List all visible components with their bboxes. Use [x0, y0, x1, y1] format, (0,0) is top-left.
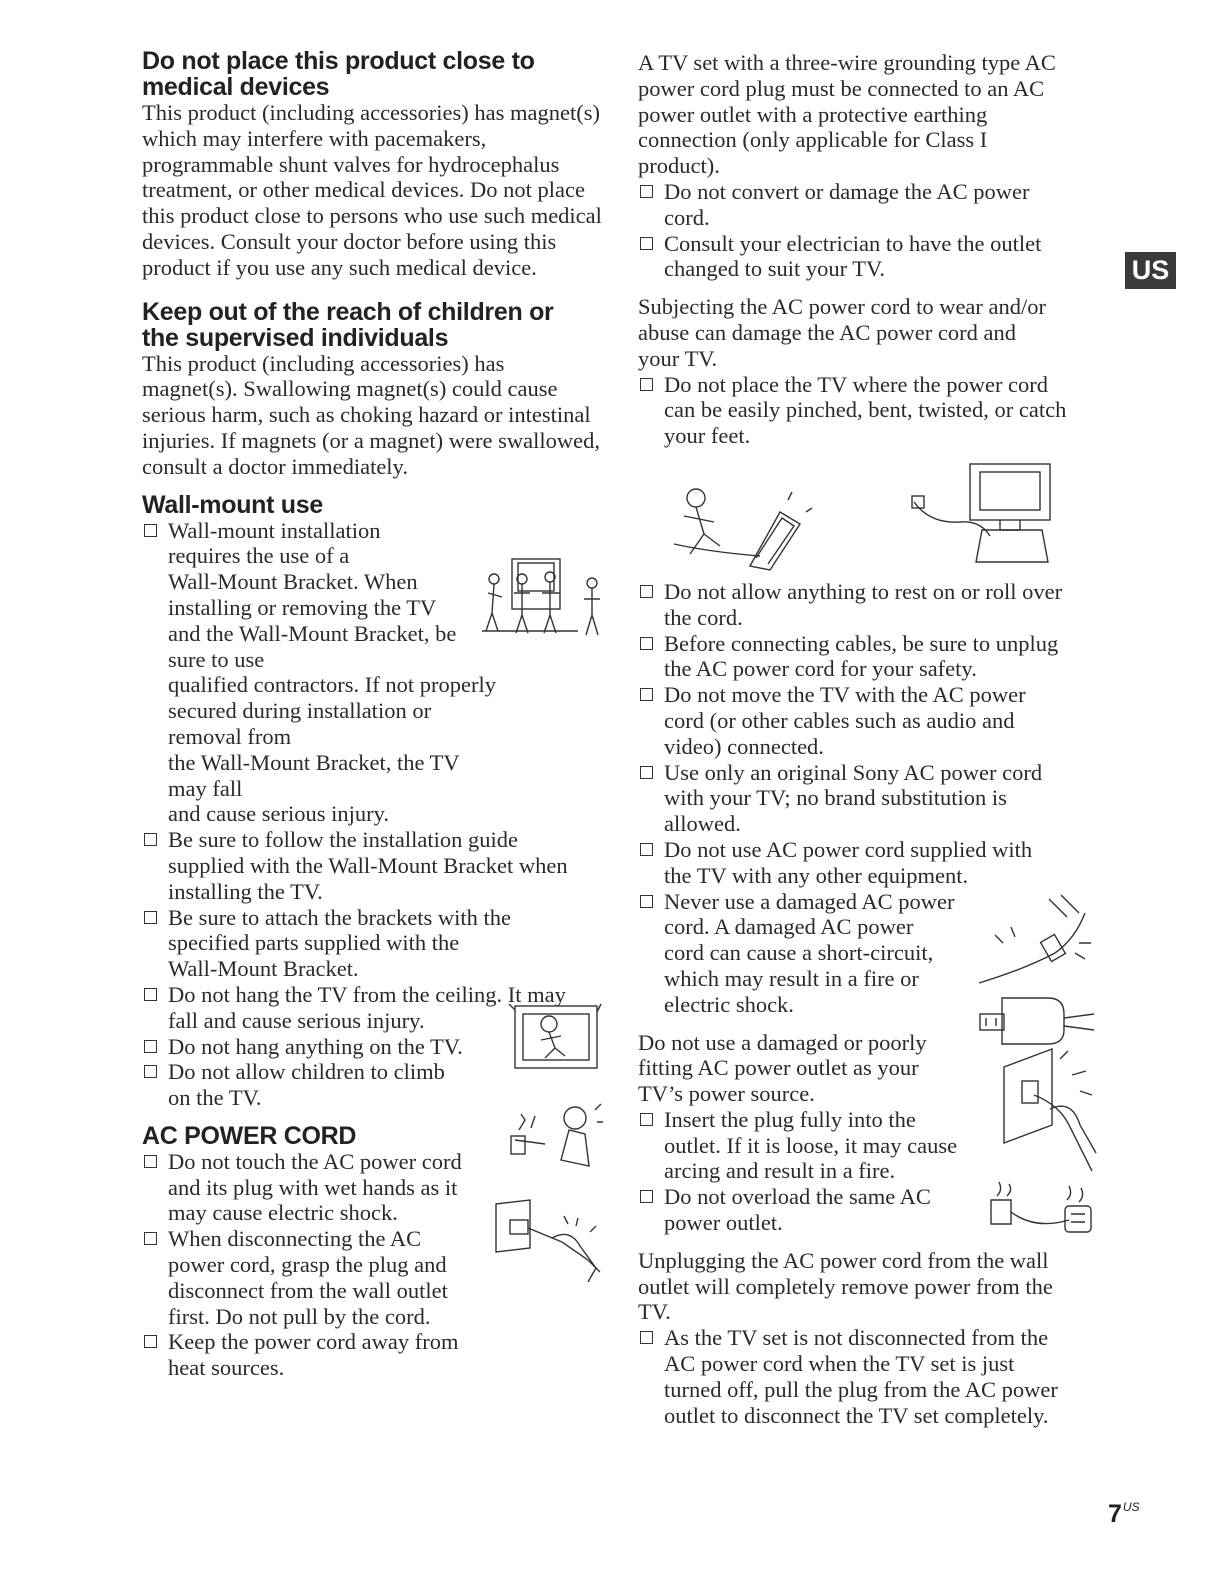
text-line: TV. — [638, 1299, 671, 1325]
text-line: installing or removing the TV — [168, 594, 437, 620]
list-item — [638, 760, 1100, 837]
wall-mount-icon — [478, 553, 604, 639]
text-line: cord. A damaged AC power — [664, 914, 914, 940]
text-line: turned off, pull the plug from the AC power — [664, 1376, 1058, 1402]
text-line: Keep the power cord away from — [168, 1329, 459, 1355]
text-line: and cause serious injury. — [168, 801, 389, 827]
overloaded-outlet-icon — [985, 1180, 1097, 1240]
text-line: and its plug with wet hands as it — [168, 1174, 458, 1200]
text-line: Be sure to follow the installation guide — [168, 827, 518, 853]
text-line: arcing and result in a fire. — [664, 1158, 896, 1184]
list-item — [638, 579, 1100, 631]
checkbox-bullet-icon — [144, 988, 157, 1001]
checkbox-bullet-icon — [144, 1155, 157, 1168]
text-line: may cause electric shock. — [168, 1200, 398, 1226]
text-line: Before connecting cables, be sure to unplug — [664, 630, 1059, 656]
text-line: Never use a damaged AC power — [664, 888, 955, 914]
text-line: outlet. If it is loose, it may cause — [664, 1132, 958, 1158]
checkbox-bullet-icon — [144, 1335, 157, 1348]
section-title-medical: Do not place this product close to medical devices — [142, 47, 535, 101]
text-line: cord can cause a short-circuit, — [664, 940, 934, 966]
text-line: connection (only applicable for Class I — [638, 127, 988, 153]
text-line: Consult your electrician to have the outlet — [664, 230, 1042, 256]
list-item — [638, 682, 1100, 759]
text-line: the TV with any other equipment. — [664, 862, 969, 888]
checkbox-bullet-icon — [640, 766, 653, 779]
wear-list — [638, 372, 1100, 449]
checkbox-bullet-icon — [640, 1113, 653, 1126]
grounding-paragraph — [638, 50, 1100, 179]
text-line: changed to suit your TV. — [664, 256, 886, 282]
checkbox-bullet-icon — [640, 585, 653, 598]
list-item — [638, 1325, 1100, 1428]
list-item — [142, 518, 498, 828]
text-line: Do not convert or damage the AC power — [664, 178, 1030, 204]
checkbox-bullet-icon — [144, 524, 157, 537]
child-climbing-tv-icon — [505, 996, 605, 1076]
section-title-children: Keep out of the reach of children or the supervised individuals — [142, 297, 554, 352]
text-line: Do not use AC power cord supplied with — [664, 836, 1033, 862]
text-line: specified parts supplied with the — [168, 930, 460, 956]
loose-outlet-icon — [1000, 1045, 1100, 1175]
text-line: outlet will completely remove power from the — [638, 1273, 1053, 1299]
text-line: TV’s power source. — [638, 1081, 815, 1107]
plug-icon — [978, 990, 1096, 1052]
text-line: qualified contractors. If not properly — [168, 672, 497, 698]
text-line: the AC power cord for your safety. — [664, 656, 977, 682]
text-line: electric shock. — [664, 991, 794, 1017]
list-item — [142, 905, 604, 982]
text-line: secured during installation or removal from — [168, 698, 432, 749]
checkbox-bullet-icon — [144, 911, 157, 924]
checkbox-bullet-icon — [640, 1331, 653, 1344]
text-line: cord (or other cables such as audio and — [664, 707, 1015, 733]
text-line: on the TV. — [168, 1085, 262, 1111]
text-line: power cord, grasp the plug and — [168, 1252, 447, 1278]
unplugging-list — [638, 1325, 1100, 1428]
section-title-ac-power-cord: AC POWER CORD — [142, 1121, 357, 1150]
text-line: Wall-Mount Bracket. When — [168, 569, 418, 595]
text-line: outlet to disconnect the TV set completely. — [664, 1402, 1049, 1428]
text-line: requires the use of a — [168, 543, 350, 569]
text-line: Do not allow anything to rest on or roll over — [664, 578, 1063, 604]
checkbox-bullet-icon — [640, 637, 653, 650]
checkbox-bullet-icon — [640, 237, 653, 250]
list-item — [638, 179, 1100, 231]
text-line: allowed. — [664, 811, 741, 837]
checkbox-bullet-icon — [640, 378, 653, 391]
text-line: which may result in a fire or — [664, 965, 919, 991]
text-line: first. Do not pull by the cord. — [168, 1303, 431, 1329]
text-line: Do not hang anything on the TV. — [168, 1033, 463, 1059]
text-line: cord. — [664, 204, 710, 230]
text-line: As the TV set is not disconnected from the — [664, 1325, 1049, 1351]
list-item — [638, 231, 1100, 283]
text-line: power outlet. — [664, 1210, 783, 1236]
left-column — [142, 48, 604, 1381]
text-line: Insert the plug fully into the — [664, 1106, 916, 1132]
person-tripping-cord-icon — [670, 472, 815, 572]
list-item — [638, 372, 1100, 449]
text-line: Do not overload the same AC — [664, 1184, 931, 1210]
text-line: Do not place the TV where the power cord — [664, 371, 1049, 397]
wear-paragraph — [638, 294, 1100, 371]
list-item — [638, 837, 1100, 889]
section-title-wall-mount: Wall-mount use — [142, 490, 323, 519]
text-line: with your TV; no brand substitution is — [664, 785, 1007, 811]
text-line: power cord plug must be connected to an AC — [638, 75, 1045, 101]
text-line: the Wall-Mount Bracket, the TV may fall — [168, 749, 460, 801]
text-line: video) connected. — [664, 733, 824, 759]
text-line: product). — [638, 153, 720, 179]
text-line: your feet. — [664, 423, 751, 449]
checkbox-bullet-icon — [640, 895, 653, 908]
grounding-list — [638, 179, 1100, 282]
checkbox-bullet-icon — [640, 688, 653, 701]
pull-plug-icon — [492, 1198, 604, 1290]
text-line: Do not use a damaged or poorly — [638, 1029, 927, 1055]
text-line: Subjecting the AC power cord to wear and/or — [638, 294, 1047, 320]
list-item — [142, 1329, 604, 1381]
text-line: power outlet with a protective earthing — [638, 101, 988, 127]
text-line: Be sure to attach the brackets with the — [168, 904, 512, 930]
text-line: and the Wall-Mount Bracket, be sure to use — [168, 620, 457, 672]
text-line: disconnect from the wall outlet — [168, 1277, 448, 1303]
checkbox-bullet-icon — [144, 1040, 157, 1053]
text-line: fitting AC power outlet as your — [638, 1055, 919, 1081]
checkbox-bullet-icon — [144, 833, 157, 846]
damaged-cord-icon — [975, 893, 1097, 991]
text-line: fall and cause serious injury. — [168, 1007, 425, 1033]
text-line: Do not allow children to climb — [168, 1059, 445, 1085]
text-line: Use only an original Sony AC power cord — [664, 759, 1043, 785]
checkbox-bullet-icon — [640, 1190, 653, 1203]
section-body-children: This product (including accessories) has magnet(s). Swallowing magnet(s) could cause serious harm, such as choking hazard or intestinal injuries. If magnets (or a magnet) were swallowed, consult a doctor immediately. — [142, 350, 600, 479]
text-line: Wall-mount installation — [168, 517, 381, 543]
wet-hands-plug-icon — [505, 1100, 605, 1180]
page-number: $7^{US}$ — [1108, 1500, 1140, 1528]
region-badge: US — [1125, 252, 1176, 289]
pinched-cord-tv-icon — [910, 458, 1055, 568]
text-line: When disconnecting the AC — [168, 1226, 422, 1252]
text-line: can be easily pinched, bent, twisted, or catch — [664, 397, 1067, 423]
text-line: AC power cord when the TV set is just — [664, 1351, 1015, 1377]
text-line: Do not hang the TV from the ceiling. It may — [168, 981, 566, 1007]
checkbox-bullet-icon — [144, 1232, 157, 1245]
text-line: supplied with the Wall-Mount Bracket when — [168, 852, 568, 878]
text-line: installing the TV. — [168, 878, 323, 904]
checkbox-bullet-icon — [640, 185, 653, 198]
checkbox-bullet-icon — [640, 843, 653, 856]
text-line: Do not touch the AC power cord — [168, 1148, 462, 1174]
list-item — [638, 631, 1100, 683]
text-line: the cord. — [664, 604, 743, 630]
text-line: abuse can damage the AC power cord and — [638, 319, 1016, 345]
text-line: Unplugging the AC power cord from the wall — [638, 1247, 1049, 1273]
text-line: your TV. — [638, 345, 718, 371]
section-body-medical: This product (including accessories) has magnet(s) which may interfere with pacemakers, programmable shunt valves for hydrocephalus treatment, or other medical devices. Do not place this product close to persons who use such medical devices. Consult your doctor before using this product if you use any such medical device. — [142, 100, 602, 280]
text-line: heat sources. — [168, 1355, 285, 1381]
text-line: Wall-Mount Bracket. — [168, 956, 359, 982]
list-item — [142, 827, 604, 904]
unplugging-paragraph — [638, 1248, 1100, 1325]
text-line: A TV set with a three-wire grounding type AC — [638, 50, 1056, 75]
checkbox-bullet-icon — [144, 1065, 157, 1078]
text-line: Do not move the TV with the AC power — [664, 682, 1026, 708]
